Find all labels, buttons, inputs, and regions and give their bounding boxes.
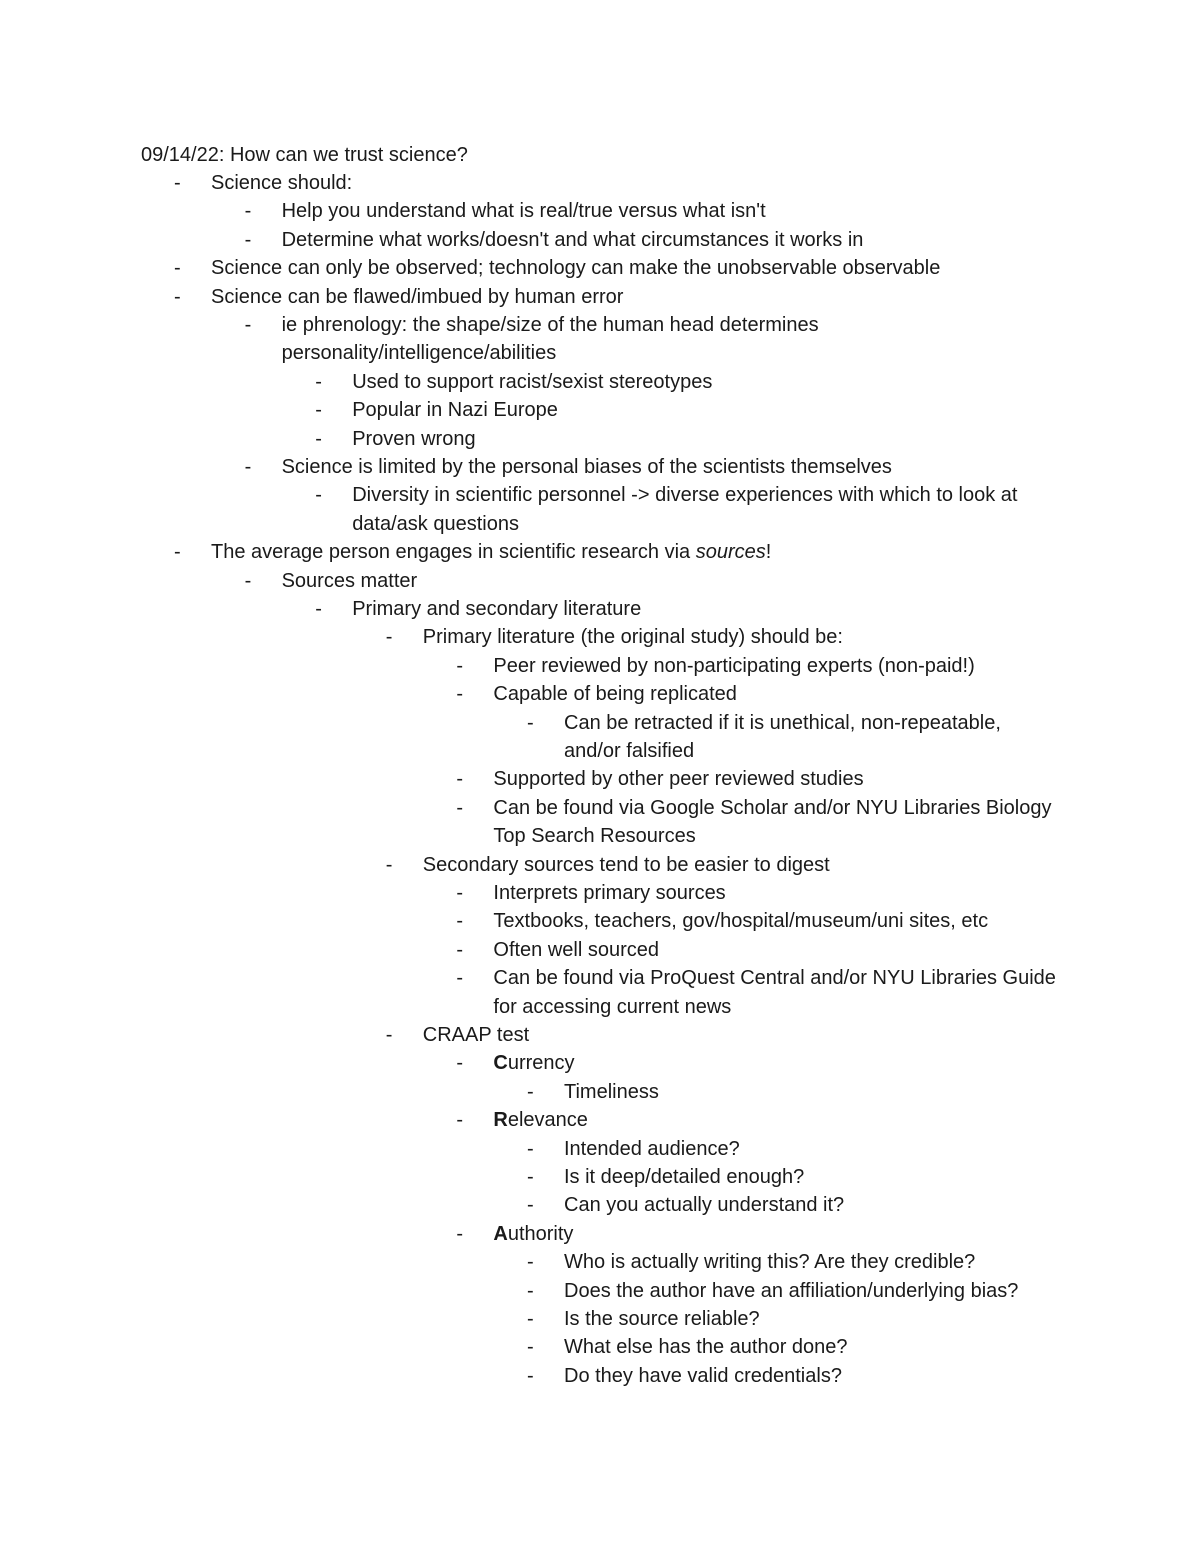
list-item — [174, 283, 1062, 311]
bullet-dash: - — [527, 1251, 534, 1274]
text-segment: Who is actually writing this? Are they credible? — [564, 1251, 976, 1274]
text-segment: ie phrenology: the shape/size of the human head determines personality/intelligence/abilities — [281, 314, 819, 365]
text-segment: R — [493, 1109, 508, 1132]
list-item — [315, 481, 1062, 538]
text-segment: Sources matter — [281, 569, 418, 592]
text-segment: CRAAP test — [422, 1024, 530, 1046]
text-segment: ! — [765, 541, 772, 564]
bullet-dash: - — [174, 172, 181, 194]
bullet-dash: - — [385, 853, 393, 876]
list-item — [315, 595, 1062, 623]
list-item-text — [493, 907, 1062, 935]
text-segment: Science can be flawed/imbued by human error — [211, 285, 624, 308]
list-item-text — [423, 851, 1062, 879]
list-item — [456, 680, 1062, 708]
list-item — [456, 1049, 1062, 1077]
bullet-dash: - — [456, 967, 464, 990]
text-segment: Textbooks, teachers, gov/hospital/museum/uni sites, etc — [493, 910, 989, 933]
list-item-text — [564, 709, 1062, 766]
bullet-dash: - — [174, 285, 181, 308]
list-item — [527, 1135, 1062, 1163]
list-item-text — [352, 368, 1062, 396]
text-segment: Capable of being replicated — [493, 683, 737, 706]
text-segment: Secondary sources tend to be easier to digest — [422, 853, 830, 876]
bullet-dash: - — [174, 541, 181, 564]
list-item — [527, 1078, 1062, 1106]
list-item — [244, 197, 1062, 225]
text-segment: C — [493, 1052, 508, 1075]
text-segment: Science should: — [211, 172, 353, 194]
list-item — [315, 368, 1062, 396]
bullet-dash: - — [456, 796, 464, 819]
list-item-text — [282, 453, 1062, 481]
list-item — [456, 1106, 1062, 1134]
bullet-dash: - — [456, 654, 464, 677]
bullet-dash: - — [527, 1279, 534, 1302]
text-segment: The average person engages in scientific research via — [211, 541, 696, 564]
list-item-text — [352, 425, 1062, 453]
list-item-text — [423, 623, 1062, 651]
list-item-text — [493, 652, 1062, 680]
list-item-text — [564, 1362, 1062, 1390]
list-item — [244, 453, 1062, 481]
bullet-dash: - — [385, 1024, 393, 1046]
list-item — [456, 907, 1062, 935]
list-item-text — [564, 1333, 1062, 1361]
bullet-dash: - — [456, 910, 464, 933]
list-item-text — [352, 481, 1062, 538]
bullet-dash: - — [527, 1364, 534, 1387]
text-segment: Peer reviewed by non-participating experts (non-paid!) — [493, 654, 975, 677]
list-item-text — [352, 396, 1062, 424]
text-segment: Is the source reliable? — [564, 1308, 760, 1330]
text-segment: Do they have valid credentials? — [564, 1364, 842, 1387]
bullet-dash: - — [456, 1222, 464, 1245]
bullet-dash: - — [527, 1080, 534, 1103]
bullet-dash: - — [174, 257, 181, 280]
text-segment: Help you understand what is real/true versus what isn't — [281, 200, 766, 223]
text-segment: Can be retracted if it is unethical, non-repeatable, and/or falsified — [564, 711, 1001, 762]
list-item-text — [493, 1049, 1062, 1077]
bullet-dash: - — [456, 1052, 464, 1075]
list-item — [174, 538, 1062, 566]
text-segment: Determine what works/doesn't and what circumstances it works in — [281, 228, 864, 251]
bullet-dash: - — [244, 200, 252, 223]
bullet-dash: - — [527, 1137, 534, 1160]
text-segment: Primary literature (the original study) should be: — [422, 626, 843, 649]
list-item — [244, 311, 1062, 368]
list-item — [174, 169, 1062, 197]
list-item-text — [564, 1078, 1062, 1106]
text-segment: Diversity in scientific personnel -> diverse experiences with which to look at data/ask questions — [352, 484, 1018, 535]
bullet-dash: - — [527, 711, 534, 734]
text-segment: sources — [695, 541, 766, 564]
list-item-text — [564, 1191, 1062, 1219]
list-item — [527, 1163, 1062, 1191]
list-item — [315, 396, 1062, 424]
text-segment: Science can only be observed; technology can make the unobservable observable — [211, 257, 941, 280]
list-item-text — [493, 964, 1062, 1021]
bullet-dash: - — [385, 626, 393, 649]
page-title: 09/14/22: How can we trust science? — [141, 144, 468, 166]
text-segment: What else has the author done? — [564, 1336, 848, 1359]
list-item — [527, 1248, 1062, 1276]
list-item — [527, 1277, 1062, 1305]
list-item-text — [493, 794, 1062, 851]
text-segment: elevance — [507, 1109, 588, 1132]
list-item-text — [423, 1021, 1062, 1049]
text-segment: Can be found via ProQuest Central and/or NYU Libraries Guide for accessing current news — [493, 967, 1056, 1018]
list-item-text — [493, 936, 1062, 964]
list-item — [456, 765, 1062, 793]
text-segment: Timeliness — [564, 1080, 659, 1103]
list-item-text — [282, 567, 1062, 595]
list-item-text — [493, 1220, 1062, 1248]
list-item-text — [564, 1277, 1062, 1305]
list-item — [456, 964, 1062, 1021]
list-item — [385, 623, 1062, 651]
list-item — [527, 1305, 1062, 1333]
list-item-text — [282, 226, 1062, 254]
text-segment: A — [493, 1222, 508, 1245]
list-item — [527, 1333, 1062, 1361]
list-item — [456, 879, 1062, 907]
list-item — [174, 254, 1062, 282]
list-item — [527, 709, 1062, 766]
bullet-dash: - — [244, 228, 252, 251]
text-segment: Interprets primary sources — [493, 882, 726, 904]
text-segment: Can be found via Google Scholar and/or NYU Libraries Biology Top Search Resources — [493, 796, 1052, 848]
list-item — [456, 1220, 1062, 1248]
list-item — [527, 1362, 1062, 1390]
list-item — [244, 567, 1062, 595]
list-item — [456, 936, 1062, 964]
bullet-dash: - — [315, 427, 322, 450]
list-item-text — [211, 283, 1062, 311]
bullet-dash: - — [527, 1308, 534, 1330]
list-item-text — [564, 1305, 1062, 1333]
bullet-dash: - — [527, 1336, 534, 1359]
bullet-dash: - — [244, 456, 252, 478]
bullet-dash: - — [527, 1194, 534, 1217]
text-segment: Can you actually understand it? — [564, 1194, 845, 1217]
bullet-dash: - — [527, 1166, 534, 1188]
bullet-dash: - — [456, 938, 464, 961]
text-segment: Intended audience? — [564, 1137, 740, 1160]
list-item-text — [493, 765, 1062, 793]
text-segment: Science is limited by the personal biases of the scientists themselves — [281, 456, 892, 478]
list-item-text — [564, 1135, 1062, 1163]
bullet-dash: - — [456, 683, 464, 706]
list-item — [385, 1021, 1062, 1049]
text-segment: Does the author have an affiliation/underlying bias? — [564, 1279, 1019, 1302]
text-segment: Supported by other peer reviewed studies — [493, 768, 864, 791]
list-item — [385, 851, 1062, 879]
text-segment: Used to support racist/sexist stereotypes — [352, 370, 713, 393]
text-segment: Proven wrong — [352, 427, 476, 450]
list-item-text — [493, 879, 1062, 907]
list-item — [456, 652, 1062, 680]
list-item — [456, 794, 1062, 851]
list-item-text — [564, 1248, 1062, 1276]
text-segment: uthority — [507, 1222, 574, 1245]
list-item-text — [352, 595, 1062, 623]
bullet-dash: - — [456, 882, 464, 904]
text-segment: Popular in Nazi Europe — [352, 399, 558, 422]
text-segment: urrency — [507, 1052, 575, 1075]
bullet-dash: - — [315, 370, 322, 393]
text-segment: Is it deep/detailed enough? — [564, 1166, 805, 1188]
list-item-text — [282, 197, 1062, 225]
text-segment: Often well sourced — [493, 938, 660, 961]
list-item — [244, 226, 1062, 254]
text-segment: Primary and secondary literature — [352, 598, 642, 620]
list-item-text — [282, 311, 1062, 368]
list-item — [315, 425, 1062, 453]
list-item — [527, 1191, 1062, 1219]
list-item-text — [211, 254, 1062, 282]
list-item-text — [493, 1106, 1062, 1134]
bullet-dash: - — [315, 598, 322, 620]
list-item-text — [493, 680, 1062, 708]
bullet-dash: - — [315, 399, 322, 422]
bullet-dash: - — [244, 314, 252, 336]
list-item-text — [564, 1163, 1062, 1191]
bullet-dash: - — [315, 484, 322, 507]
bullet-dash: - — [456, 768, 464, 791]
list-item-text — [211, 169, 1062, 197]
bullet-dash: - — [456, 1109, 464, 1132]
list-item-text — [211, 538, 1062, 566]
bullet-dash: - — [244, 569, 252, 592]
